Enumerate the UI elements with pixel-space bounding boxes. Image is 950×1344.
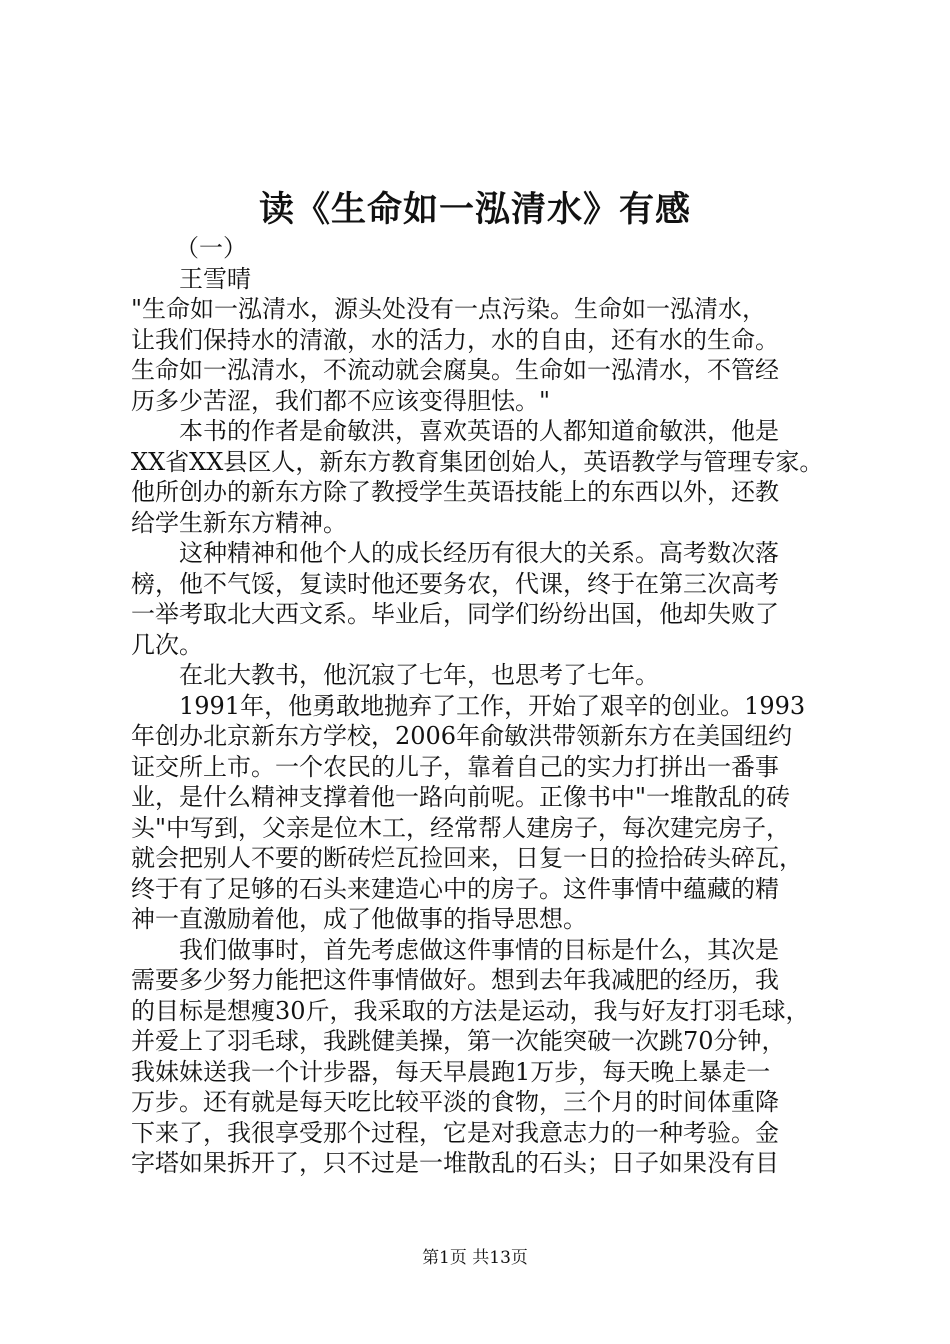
text-line: 万步。还有就是每天吃比较平淡的食物，三个月的时间体重降 — [131, 1088, 779, 1116]
text-line: 的目标是想瘦30斤，我采取的方法是运动，我与好友打羽毛球， — [131, 997, 810, 1025]
text-line: 这种精神和他个人的成长经历有很大的关系。高考数次落 — [179, 539, 779, 567]
text-line: 他所创办的新东方除了教授学生英语技能上的东西以外，还教 — [131, 478, 779, 506]
text-line: 年创办北京新东方学校，2006年俞敏洪带领新东方在美国纽约 — [131, 722, 793, 750]
text-line: 我们做事时，首先考虑做这件事情的目标是什么，其次是 — [179, 936, 779, 964]
text-line: 生命如一泓清水，不流动就会腐臭。生命如一泓清水，不管经 — [131, 356, 779, 384]
text-line: 榜，他不气馁，复读时他还要务农，代课，终于在第三次高考 — [131, 570, 779, 598]
text-line: 证交所上市。一个农民的儿子，靠着自己的实力打拼出一番事 — [131, 753, 779, 781]
text-line: 王雪晴 — [179, 265, 251, 293]
page-number-footer: 第1页 共13页 — [422, 1248, 528, 1268]
text-line: 几次。 — [131, 631, 203, 659]
text-line: XX省XX县区人，新东方教育集团创始人，英语教学与管理专家。 — [131, 448, 824, 476]
text-line: 字塔如果拆开了，只不过是一堆散乱的石头；日子如果没有目 — [131, 1149, 779, 1177]
document-title: 读《生命如一泓清水》有感 — [258, 189, 691, 230]
text-line: 并爱上了羽毛球，我跳健美操，第一次能突破一次跳70分钟， — [131, 1027, 786, 1055]
text-line: 下来了，我很享受那个过程，它是对我意志力的一种考验。金 — [131, 1119, 779, 1147]
text-line: "生命如一泓清水，源头处没有一点污染。生命如一泓清水， — [131, 295, 767, 323]
text-line: （一） — [175, 234, 247, 262]
text-line: 头"中写到，父亲是位木工，经常帮人建房子，每次建完房子， — [131, 814, 791, 842]
text-line: 让我们保持水的清澈，水的活力，水的自由，还有水的生命。 — [131, 326, 779, 354]
text-line: 神一直激励着他，成了他做事的指导思想。 — [131, 905, 587, 933]
text-line: 在北大教书，他沉寂了七年，也思考了七年。 — [179, 661, 659, 689]
text-line: 终于有了足够的石头来建造心中的房子。这件事情中蕴藏的精 — [131, 875, 779, 903]
text-line: 就会把别人不要的断砖烂瓦捡回来，日复一日的捡拾砖头碎瓦， — [131, 844, 803, 872]
text-line: 给学生新东方精神。 — [131, 509, 347, 537]
text-line: 本书的作者是俞敏洪，喜欢英语的人都知道俞敏洪，他是 — [179, 417, 779, 445]
text-line: 历多少苦涩，我们都不应该变得胆怯。" — [131, 387, 551, 415]
text-line: 1991年，他勇敢地抛弃了工作，开始了艰辛的创业。1993 — [179, 692, 806, 720]
text-line: 一举考取北大西文系。毕业后，同学们纷纷出国，他却失败了 — [131, 600, 779, 628]
text-line: 业，是什么精神支撑着他一路向前呢。正像书中"一堆散乱的砖 — [131, 783, 791, 811]
text-line: 需要多少努力能把这件事情做好。想到去年我减肥的经历，我 — [131, 966, 779, 994]
text-line: 我妹妹送我一个计步器，每天早晨跑1万步，每天晚上暴走一 — [131, 1058, 771, 1086]
